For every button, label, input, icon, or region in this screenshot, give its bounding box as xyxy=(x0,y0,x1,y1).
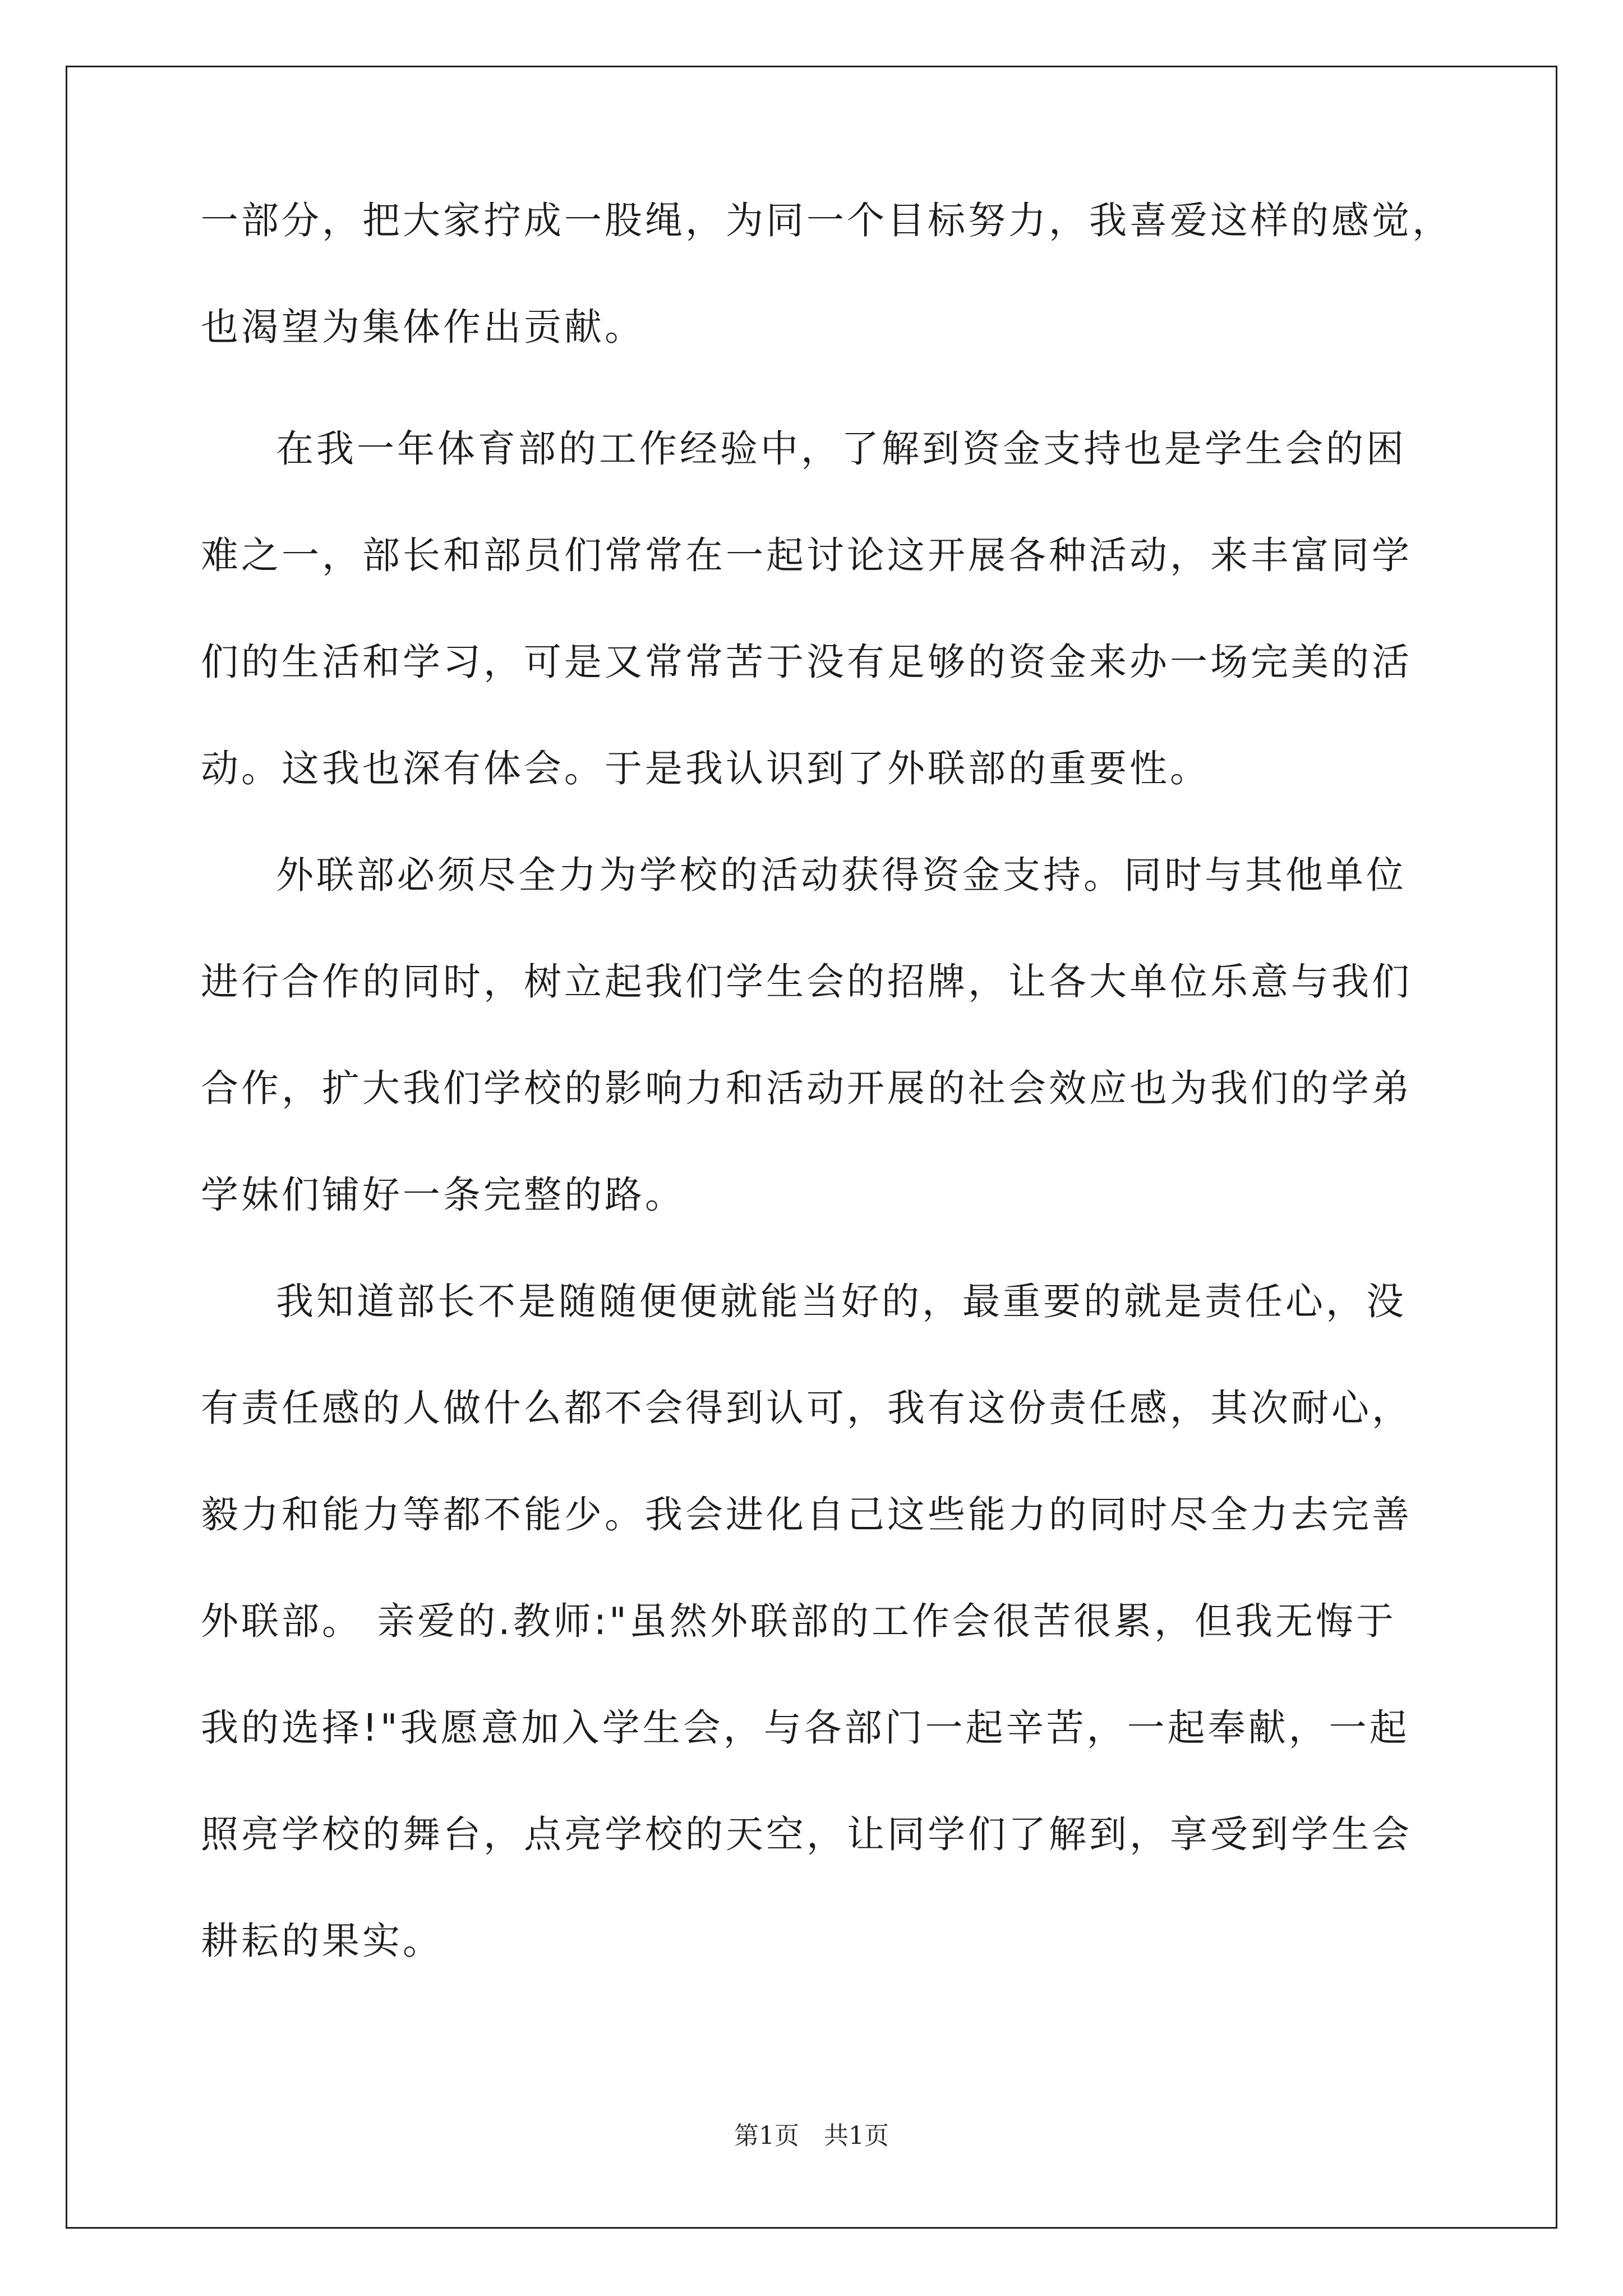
page-border xyxy=(66,66,1557,2229)
text-line: 我的选择!"我愿意加入学生会，与各部门一起辛苦，一起奉献，一起 xyxy=(201,1706,1410,1750)
text-line: 外联部必须尽全力为学校的活动获得资金支持。同时与其他单位 xyxy=(276,853,1407,897)
text-line: 一部分，把大家拧成一股绳，为同一个目标努力，我喜爱这样的感觉， xyxy=(201,199,1453,242)
text-line: 进行合作的同时，树立起我们学生会的招牌，让各大单位乐意与我们 xyxy=(201,960,1412,1004)
text-line: 照亮学校的舞台，点亮学校的天空，让同学们了解到，享受到学生会 xyxy=(201,1812,1412,1856)
text-line: 有责任感的人做什么都不会得到认可，我有这份责任感，其次耐心， xyxy=(201,1386,1412,1430)
page-number-footer: 第1页 共1页 xyxy=(734,2122,889,2150)
text-line: 也渴望为集体作出贡献。 xyxy=(201,305,645,349)
text-line: 动。这我也深有体会。于是我认识到了外联部的重要性。 xyxy=(201,747,1210,790)
text-line: 合作，扩大我们学校的影响力和活动开展的社会效应也为我们的学弟 xyxy=(201,1066,1412,1110)
text-line: 外联部。 亲爱的.教师:"虽然外联部的工作会很苦很累，但我无悔于 xyxy=(201,1599,1396,1643)
text-line: 在我一年体育部的工作经验中，了解到资金支持也是学生会的困 xyxy=(276,427,1407,471)
text-line: 耕耘的果实。 xyxy=(201,1919,443,1963)
text-line: 毅力和能力等都不能少。我会进化自己这些能力的同时尽全力去完善 xyxy=(201,1493,1412,1536)
text-line: 学妹们铺好一条完整的路。 xyxy=(201,1173,685,1217)
text-line: 们的生活和学习，可是又常常苦于没有足够的资金来办一场完美的活 xyxy=(201,640,1412,684)
text-line: 我知道部长不是随随便便就能当好的，最重要的就是责任心，没 xyxy=(276,1280,1407,1323)
text-line: 难之一，部长和部员们常常在一起讨论这开展各种活动，来丰富同学 xyxy=(201,533,1412,577)
